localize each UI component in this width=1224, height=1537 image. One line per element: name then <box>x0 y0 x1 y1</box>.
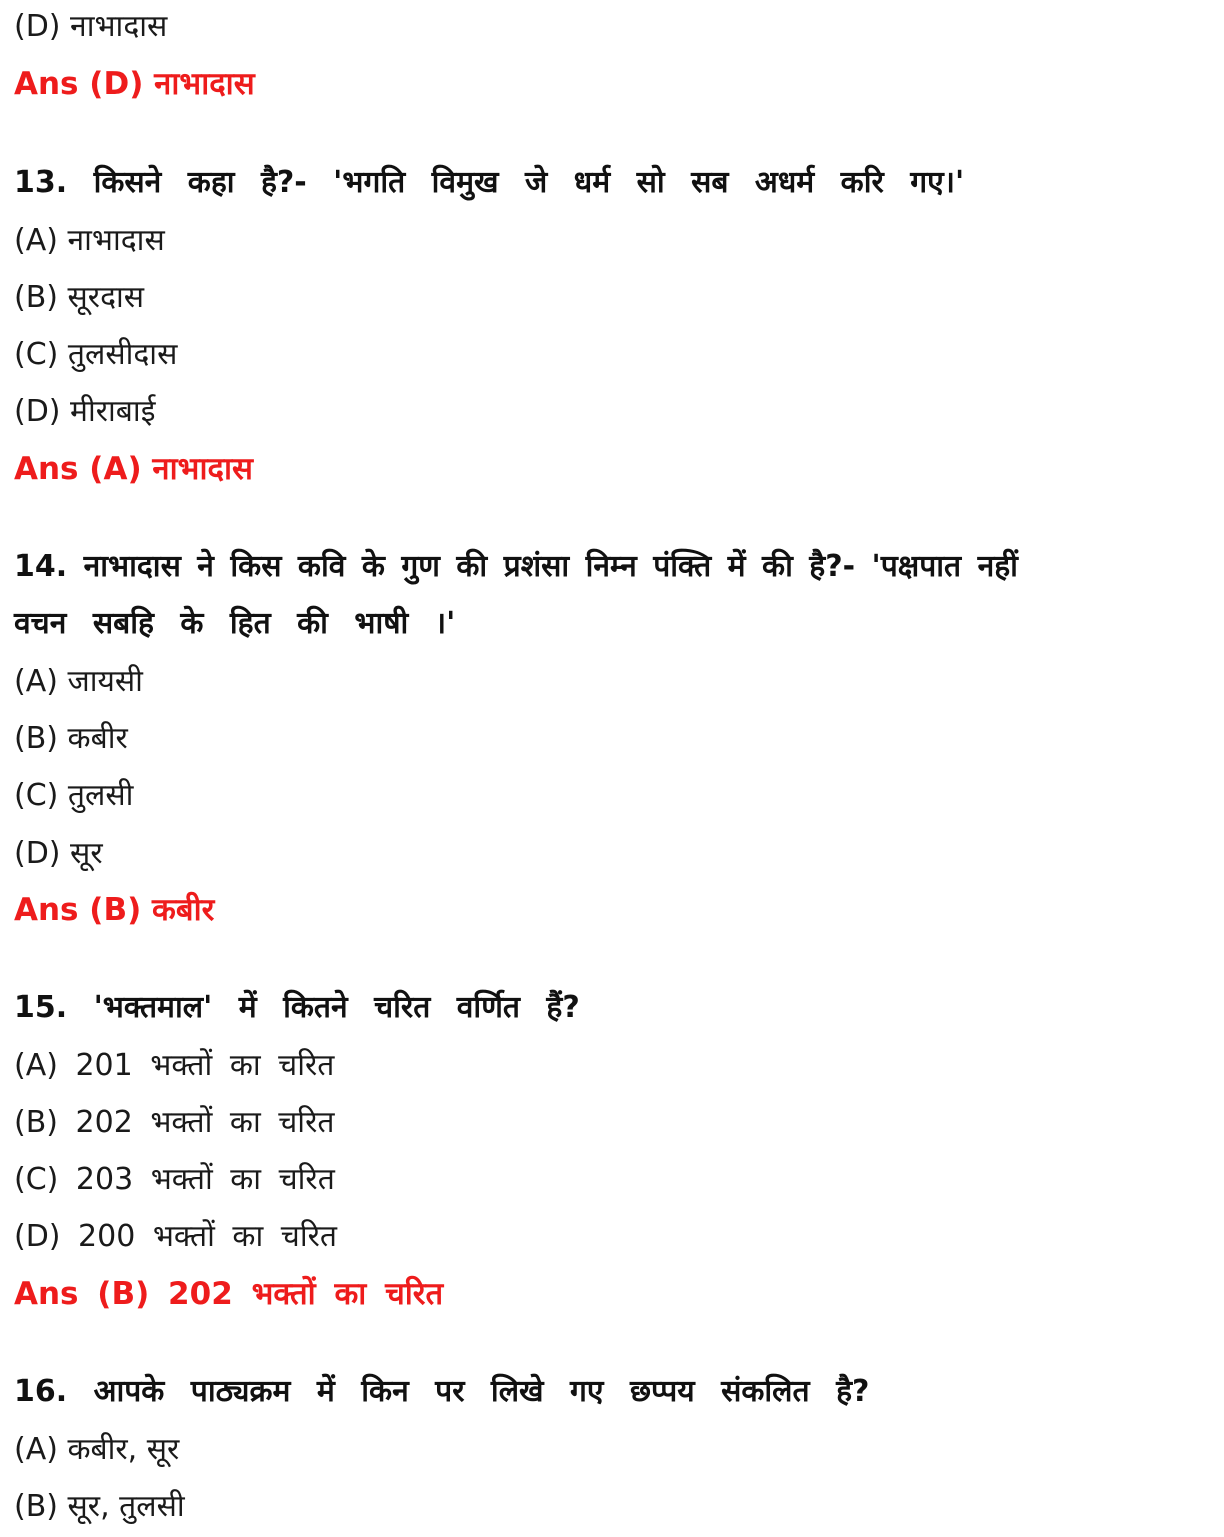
prev-option-d: (D) नाभादास <box>14 9 168 44</box>
q15-answer: Ans (B) 202 भक्तों का चरित <box>14 1276 444 1312</box>
prev-answer: Ans (D) नाभादास <box>14 66 255 102</box>
q14-option-b: (B) कबीर <box>14 721 128 756</box>
question-13: 13. किसने कहा है?- 'भगति विमुख जे धर्म सो सब अधर्म करि गए।' <box>14 165 965 200</box>
q15-option-d: (D) 200 भक्तों का चरित <box>14 1219 337 1254</box>
q14-option-a: (A) जायसी <box>14 664 143 699</box>
question-15: 15. 'भक्तमाल' में कितने चरित वर्णित हैं? <box>14 990 580 1025</box>
question-16: 16. आपके पाठ्यक्रम में किन पर लिखे गए छप्पय संकलित है? <box>14 1374 870 1409</box>
q14-option-c: (C) तुलसी <box>14 778 134 813</box>
question-14-line-2: वचन सबहि के हित की भाषी ।' <box>14 606 456 641</box>
q13-option-c: (C) तुलसीदास <box>14 337 178 372</box>
q13-option-b: (B) सूरदास <box>14 280 145 315</box>
q14-answer: Ans (B) कबीर <box>14 892 215 928</box>
q15-option-b: (B) 202 भक्तों का चरित <box>14 1105 335 1140</box>
q13-option-d: (D) मीराबाई <box>14 394 156 429</box>
q14-option-d: (D) सूर <box>14 836 103 871</box>
question-14-line-1: 14. नाभादास ने किस कवि के गुण की प्रशंसा निम्न पंक्ति में की है?- 'पक्षपात नहीं <box>14 549 1018 584</box>
q16-option-b: (B) सूर, तुलसी <box>14 1489 185 1524</box>
q16-option-a: (A) कबीर, सूर <box>14 1432 180 1467</box>
q13-option-a: (A) नाभादास <box>14 223 165 258</box>
q15-option-a: (A) 201 भक्तों का चरित <box>14 1048 335 1083</box>
q15-option-c: (C) 203 भक्तों का चरित <box>14 1162 335 1197</box>
q13-answer: Ans (A) नाभादास <box>14 451 253 487</box>
